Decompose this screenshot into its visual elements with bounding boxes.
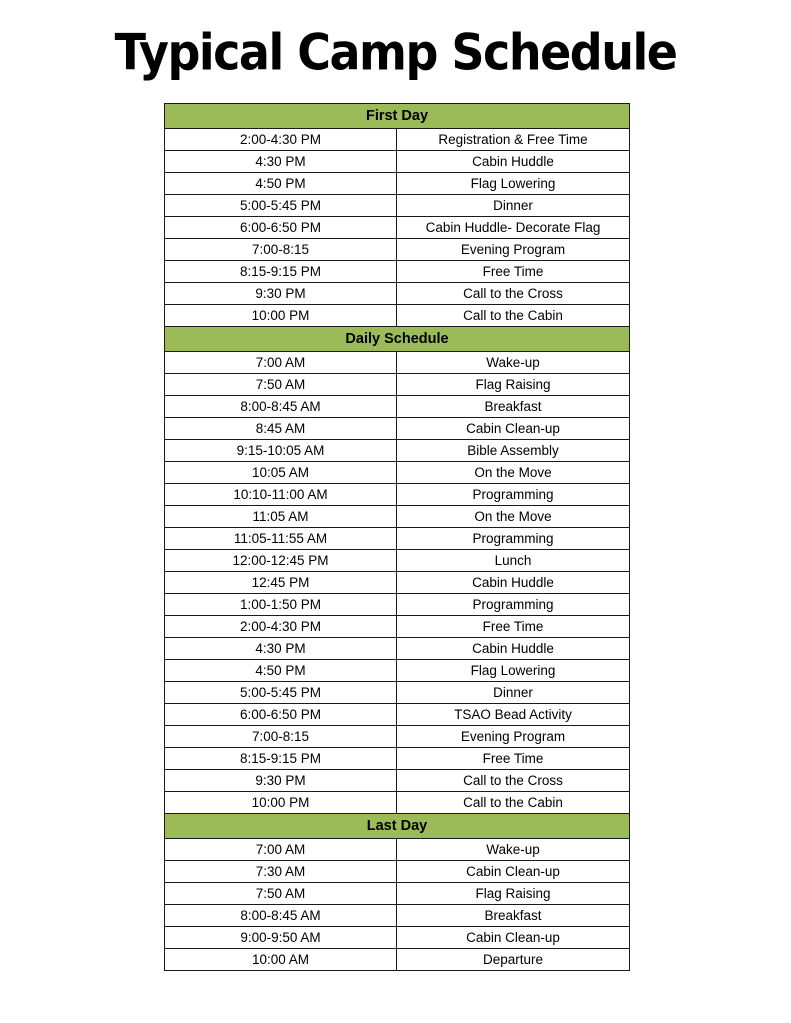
time-cell: 5:00-5:45 PM (165, 682, 397, 704)
activity-cell: Flag Lowering (397, 173, 630, 195)
time-cell: 8:15-9:15 PM (165, 261, 397, 283)
activity-cell: Cabin Clean-up (397, 861, 630, 883)
time-cell: 10:00 PM (165, 305, 397, 327)
section-header-row (165, 104, 630, 129)
table-row (165, 462, 630, 484)
page-title: Typical Camp Schedule (114, 22, 677, 82)
time-cell: 4:30 PM (165, 638, 397, 660)
activity-cell: Programming (397, 528, 630, 550)
table-row (165, 949, 630, 971)
activity-cell: Cabin Huddle (397, 572, 630, 594)
activity-cell: Flag Raising (397, 883, 630, 905)
schedule-body (165, 104, 630, 971)
activity-cell: Call to the Cabin (397, 305, 630, 327)
time-cell: 1:00-1:50 PM (165, 594, 397, 616)
activity-cell: Bible Assembly (397, 440, 630, 462)
table-row (165, 305, 630, 327)
activity-cell: Dinner (397, 195, 630, 217)
time-cell: 7:00-8:15 (165, 239, 397, 261)
time-cell: 11:05-11:55 AM (165, 528, 397, 550)
time-cell: 4:30 PM (165, 151, 397, 173)
activity-cell: Cabin Clean-up (397, 418, 630, 440)
activity-cell: Evening Program (397, 726, 630, 748)
table-row (165, 261, 630, 283)
table-row (165, 396, 630, 418)
table-row (165, 440, 630, 462)
activity-cell: Flag Lowering (397, 660, 630, 682)
time-cell: 7:50 AM (165, 374, 397, 396)
table-row (165, 927, 630, 949)
time-cell: 10:00 AM (165, 949, 397, 971)
section-header-row (165, 327, 630, 352)
activity-cell: TSAO Bead Activity (397, 704, 630, 726)
table-row (165, 550, 630, 572)
activity-cell: Cabin Huddle (397, 151, 630, 173)
activity-cell: Breakfast (397, 905, 630, 927)
activity-cell: Call to the Cabin (397, 792, 630, 814)
activity-cell: Registration & Free Time (397, 129, 630, 151)
activity-cell: Lunch (397, 550, 630, 572)
table-row (165, 638, 630, 660)
table-row (165, 239, 630, 261)
activity-cell: Call to the Cross (397, 770, 630, 792)
section-header-row (165, 814, 630, 839)
table-row (165, 594, 630, 616)
activity-cell: Programming (397, 594, 630, 616)
table-row (165, 883, 630, 905)
time-cell: 8:15-9:15 PM (165, 748, 397, 770)
table-row (165, 352, 630, 374)
time-cell: 10:10-11:00 AM (165, 484, 397, 506)
time-cell: 8:45 AM (165, 418, 397, 440)
activity-cell: Cabin Huddle- Decorate Flag (397, 217, 630, 239)
table-row (165, 726, 630, 748)
activity-cell: Wake-up (397, 839, 630, 861)
activity-cell: Departure (397, 949, 630, 971)
time-cell: 9:00-9:50 AM (165, 927, 397, 949)
activity-cell: Call to the Cross (397, 283, 630, 305)
table-row (165, 173, 630, 195)
table-row (165, 484, 630, 506)
time-cell: 9:30 PM (165, 283, 397, 305)
time-cell: 6:00-6:50 PM (165, 217, 397, 239)
activity-cell: Wake-up (397, 352, 630, 374)
time-cell: 7:00 AM (165, 839, 397, 861)
table-row (165, 129, 630, 151)
table-row (165, 283, 630, 305)
activity-cell: Evening Program (397, 239, 630, 261)
activity-cell: Cabin Clean-up (397, 927, 630, 949)
table-row (165, 792, 630, 814)
activity-cell: Breakfast (397, 396, 630, 418)
section-header: Daily Schedule (165, 327, 630, 352)
section-header: First Day (165, 104, 630, 129)
activity-cell: On the Move (397, 462, 630, 484)
time-cell: 9:15-10:05 AM (165, 440, 397, 462)
table-row (165, 572, 630, 594)
time-cell: 7:00 AM (165, 352, 397, 374)
table-row (165, 506, 630, 528)
time-cell: 12:00-12:45 PM (165, 550, 397, 572)
table-row (165, 748, 630, 770)
time-cell: 8:00-8:45 AM (165, 905, 397, 927)
table-row (165, 682, 630, 704)
time-cell: 6:00-6:50 PM (165, 704, 397, 726)
table-row (165, 770, 630, 792)
table-row (165, 704, 630, 726)
time-cell: 7:30 AM (165, 861, 397, 883)
table-row (165, 528, 630, 550)
schedule-table (164, 103, 630, 971)
table-row (165, 418, 630, 440)
time-cell: 9:30 PM (165, 770, 397, 792)
time-cell: 10:05 AM (165, 462, 397, 484)
time-cell: 10:00 PM (165, 792, 397, 814)
section-header: Last Day (165, 814, 630, 839)
table-row (165, 217, 630, 239)
activity-cell: Dinner (397, 682, 630, 704)
time-cell: 4:50 PM (165, 660, 397, 682)
activity-cell: Free Time (397, 748, 630, 770)
time-cell: 11:05 AM (165, 506, 397, 528)
activity-cell: Cabin Huddle (397, 638, 630, 660)
activity-cell: Free Time (397, 616, 630, 638)
activity-cell: Programming (397, 484, 630, 506)
time-cell: 4:50 PM (165, 173, 397, 195)
table-row (165, 861, 630, 883)
time-cell: 8:00-8:45 AM (165, 396, 397, 418)
time-cell: 12:45 PM (165, 572, 397, 594)
table-row (165, 905, 630, 927)
table-row (165, 660, 630, 682)
table-row (165, 151, 630, 173)
table-row (165, 839, 630, 861)
activity-cell: Free Time (397, 261, 630, 283)
table-row (165, 195, 630, 217)
time-cell: 7:00-8:15 (165, 726, 397, 748)
time-cell: 2:00-4:30 PM (165, 616, 397, 638)
table-row (165, 374, 630, 396)
time-cell: 7:50 AM (165, 883, 397, 905)
activity-cell: Flag Raising (397, 374, 630, 396)
activity-cell: On the Move (397, 506, 630, 528)
time-cell: 5:00-5:45 PM (165, 195, 397, 217)
table-row (165, 616, 630, 638)
time-cell: 2:00-4:30 PM (165, 129, 397, 151)
